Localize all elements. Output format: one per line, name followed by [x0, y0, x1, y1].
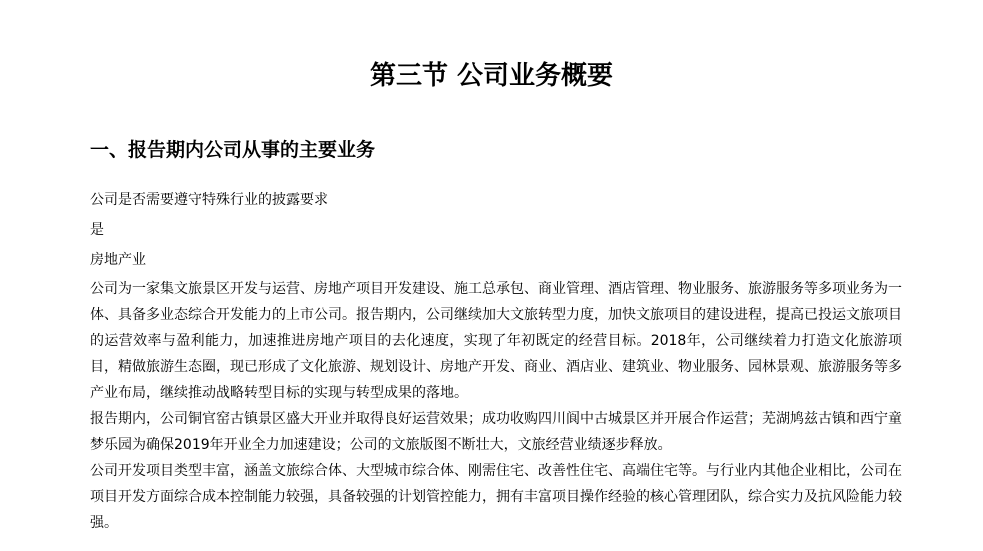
industry-label: 房地产业 [90, 252, 146, 268]
paragraph: 公司为一家集文旅景区开发与运营、房地产项目开发建设、施工总承包、商业管理、酒店管理、物业服务、旅游服务等多项业务为一体、具备多业态综合开发能力的上市公司。报告期内，公司继续加大文旅转型力度，加快文旅项目的建设进程，提高已投运文旅项目的运营效率与盈利能力，加速推进房地产项目的去化速度，实现了年初既定的经营目标。2018年，公司继续着力打造文化旅游项目，精做旅游生态圈，现已形成了文化旅游、规划设计、房地产开发、商业、酒店业、建筑业、物业服务、园林景观、旅游服务等多产业布局，继续推动战略转型目标的实现与转型成果的落地。 [90, 281, 902, 401]
section-title: 第三节 公司业务概要 [369, 61, 614, 91]
paragraph: 公司开发项目类型丰富，涵盖文旅综合体、大型城市综合体、刚需住宅、改善性住宅、高端住宅等。与行业内其他企业相比，公司在项目开发方面综合成本控制能力较强，具备较强的计划管控能力，拥有丰富项目操作经验的核心管理团队，综合实力及抗风险能力较强。 [90, 463, 902, 531]
disclosure-answer: 是 [90, 222, 104, 238]
paragraph: 报告期内，公司铜官窑古镇景区盛大开业并取得良好运营效果；成功收购四川阆中古城景区并开展合作运营；芜湖鸠兹古镇和西宁童梦乐园为确保2019年开业全力加速建设；公司的文旅版图不断壮大，文旅经营业绩逐步释放。 [90, 411, 902, 453]
disclosure-question: 公司是否需要遵守特殊行业的披露要求 [90, 192, 328, 208]
business-description [90, 276, 902, 536]
subsection-title: 一、报告期内公司从事的主要业务 [90, 139, 376, 161]
